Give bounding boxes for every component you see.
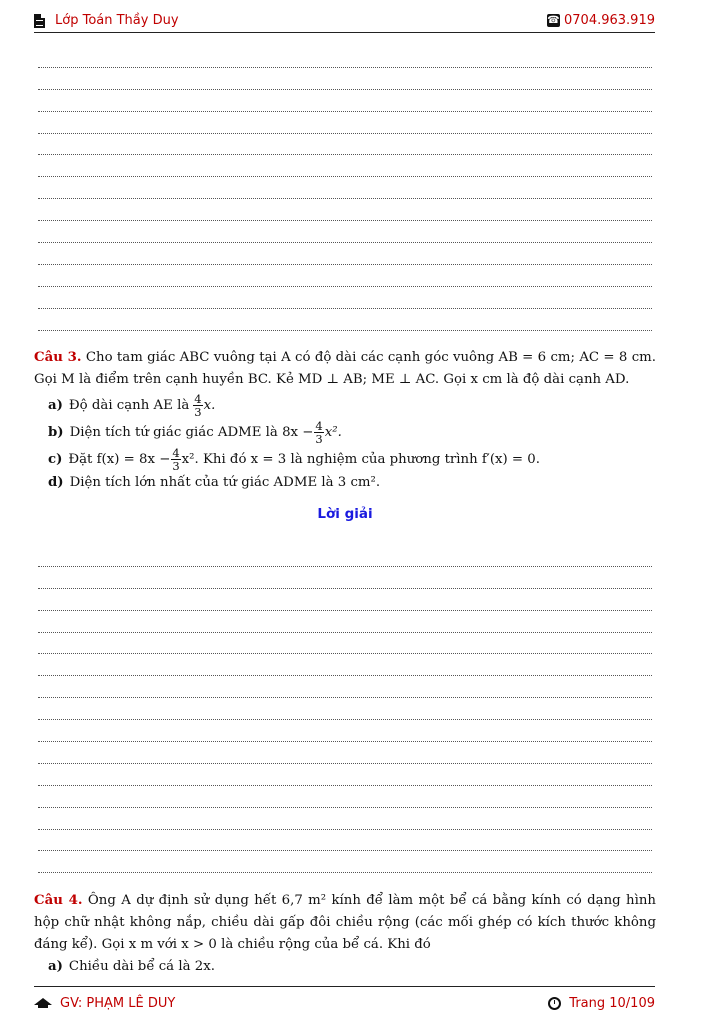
answer-lines-bottom bbox=[38, 545, 652, 873]
document-icon bbox=[34, 14, 45, 28]
header-title: Lớp Toán Thầy Duy bbox=[55, 13, 179, 28]
question-3 bbox=[34, 347, 656, 494]
graduation-cap-icon bbox=[34, 998, 52, 1005]
fraction: $\frac{4}{3}$ bbox=[194, 392, 202, 419]
option-d: d) Diện tích lớn nhất của tứ giác ADME là 3 cm². bbox=[48, 475, 381, 490]
option-b: b) Diện tích tứ giác giác ADME là 8x − $\frac{4}{3}$ x². bbox=[48, 419, 342, 446]
footer-page: Trang 10/109 bbox=[569, 996, 655, 1011]
question-3-text: Cho tam giác ABC vuông tại A có độ dài các cạnh góc vuông AB = 6 cm; AC = 8 cm. Gọi M là điểm trên cạnh huyền BC. Kẻ MD ⊥ AB; ME ⊥ AC. Gọi x cm là độ dài cạnh AD. bbox=[34, 350, 656, 387]
option-a: a) Chiều dài bể cá là 2x. bbox=[48, 959, 215, 974]
footer-teacher: GV: PHẠM LÊ DUY bbox=[60, 996, 176, 1011]
question-4 bbox=[34, 890, 656, 978]
solution-title: Lời giải bbox=[317, 506, 373, 522]
page-footer bbox=[34, 986, 655, 1017]
header-phone: 0704.963.919 bbox=[564, 13, 655, 28]
phone-icon: ☎ bbox=[547, 15, 560, 26]
fraction: $\frac{4}{3}$ bbox=[315, 419, 323, 446]
page-header bbox=[34, 10, 655, 33]
question-4-label: Câu 4. bbox=[34, 893, 83, 908]
option-c: c) Đặt f(x) = 8x − $\frac{4}{3}$ x². Khi đó x = 3 là nghiệm của phương trình f′(x) = 0. bbox=[48, 446, 540, 473]
question-4-text: Ông A dự định sử dụng hết 6,7 m² kính để làm một bể cá bằng kính có dạng hình hộp chữ nhật không nắp, chiều dài gấp đôi chiều rộng (các mối ghép có kích thước không đáng kể). Gọi x m với x > 0 là chiều rộng của bể cá. Khi đó bbox=[34, 893, 656, 952]
question-3-label: Câu 3. bbox=[34, 350, 82, 365]
fraction: $\frac{4}{3}$ bbox=[172, 446, 180, 473]
answer-lines-top bbox=[38, 46, 652, 331]
clock-icon bbox=[548, 997, 561, 1010]
option-a: a) Độ dài cạnh AE là $\frac{4}{3}$ x. bbox=[48, 392, 216, 419]
